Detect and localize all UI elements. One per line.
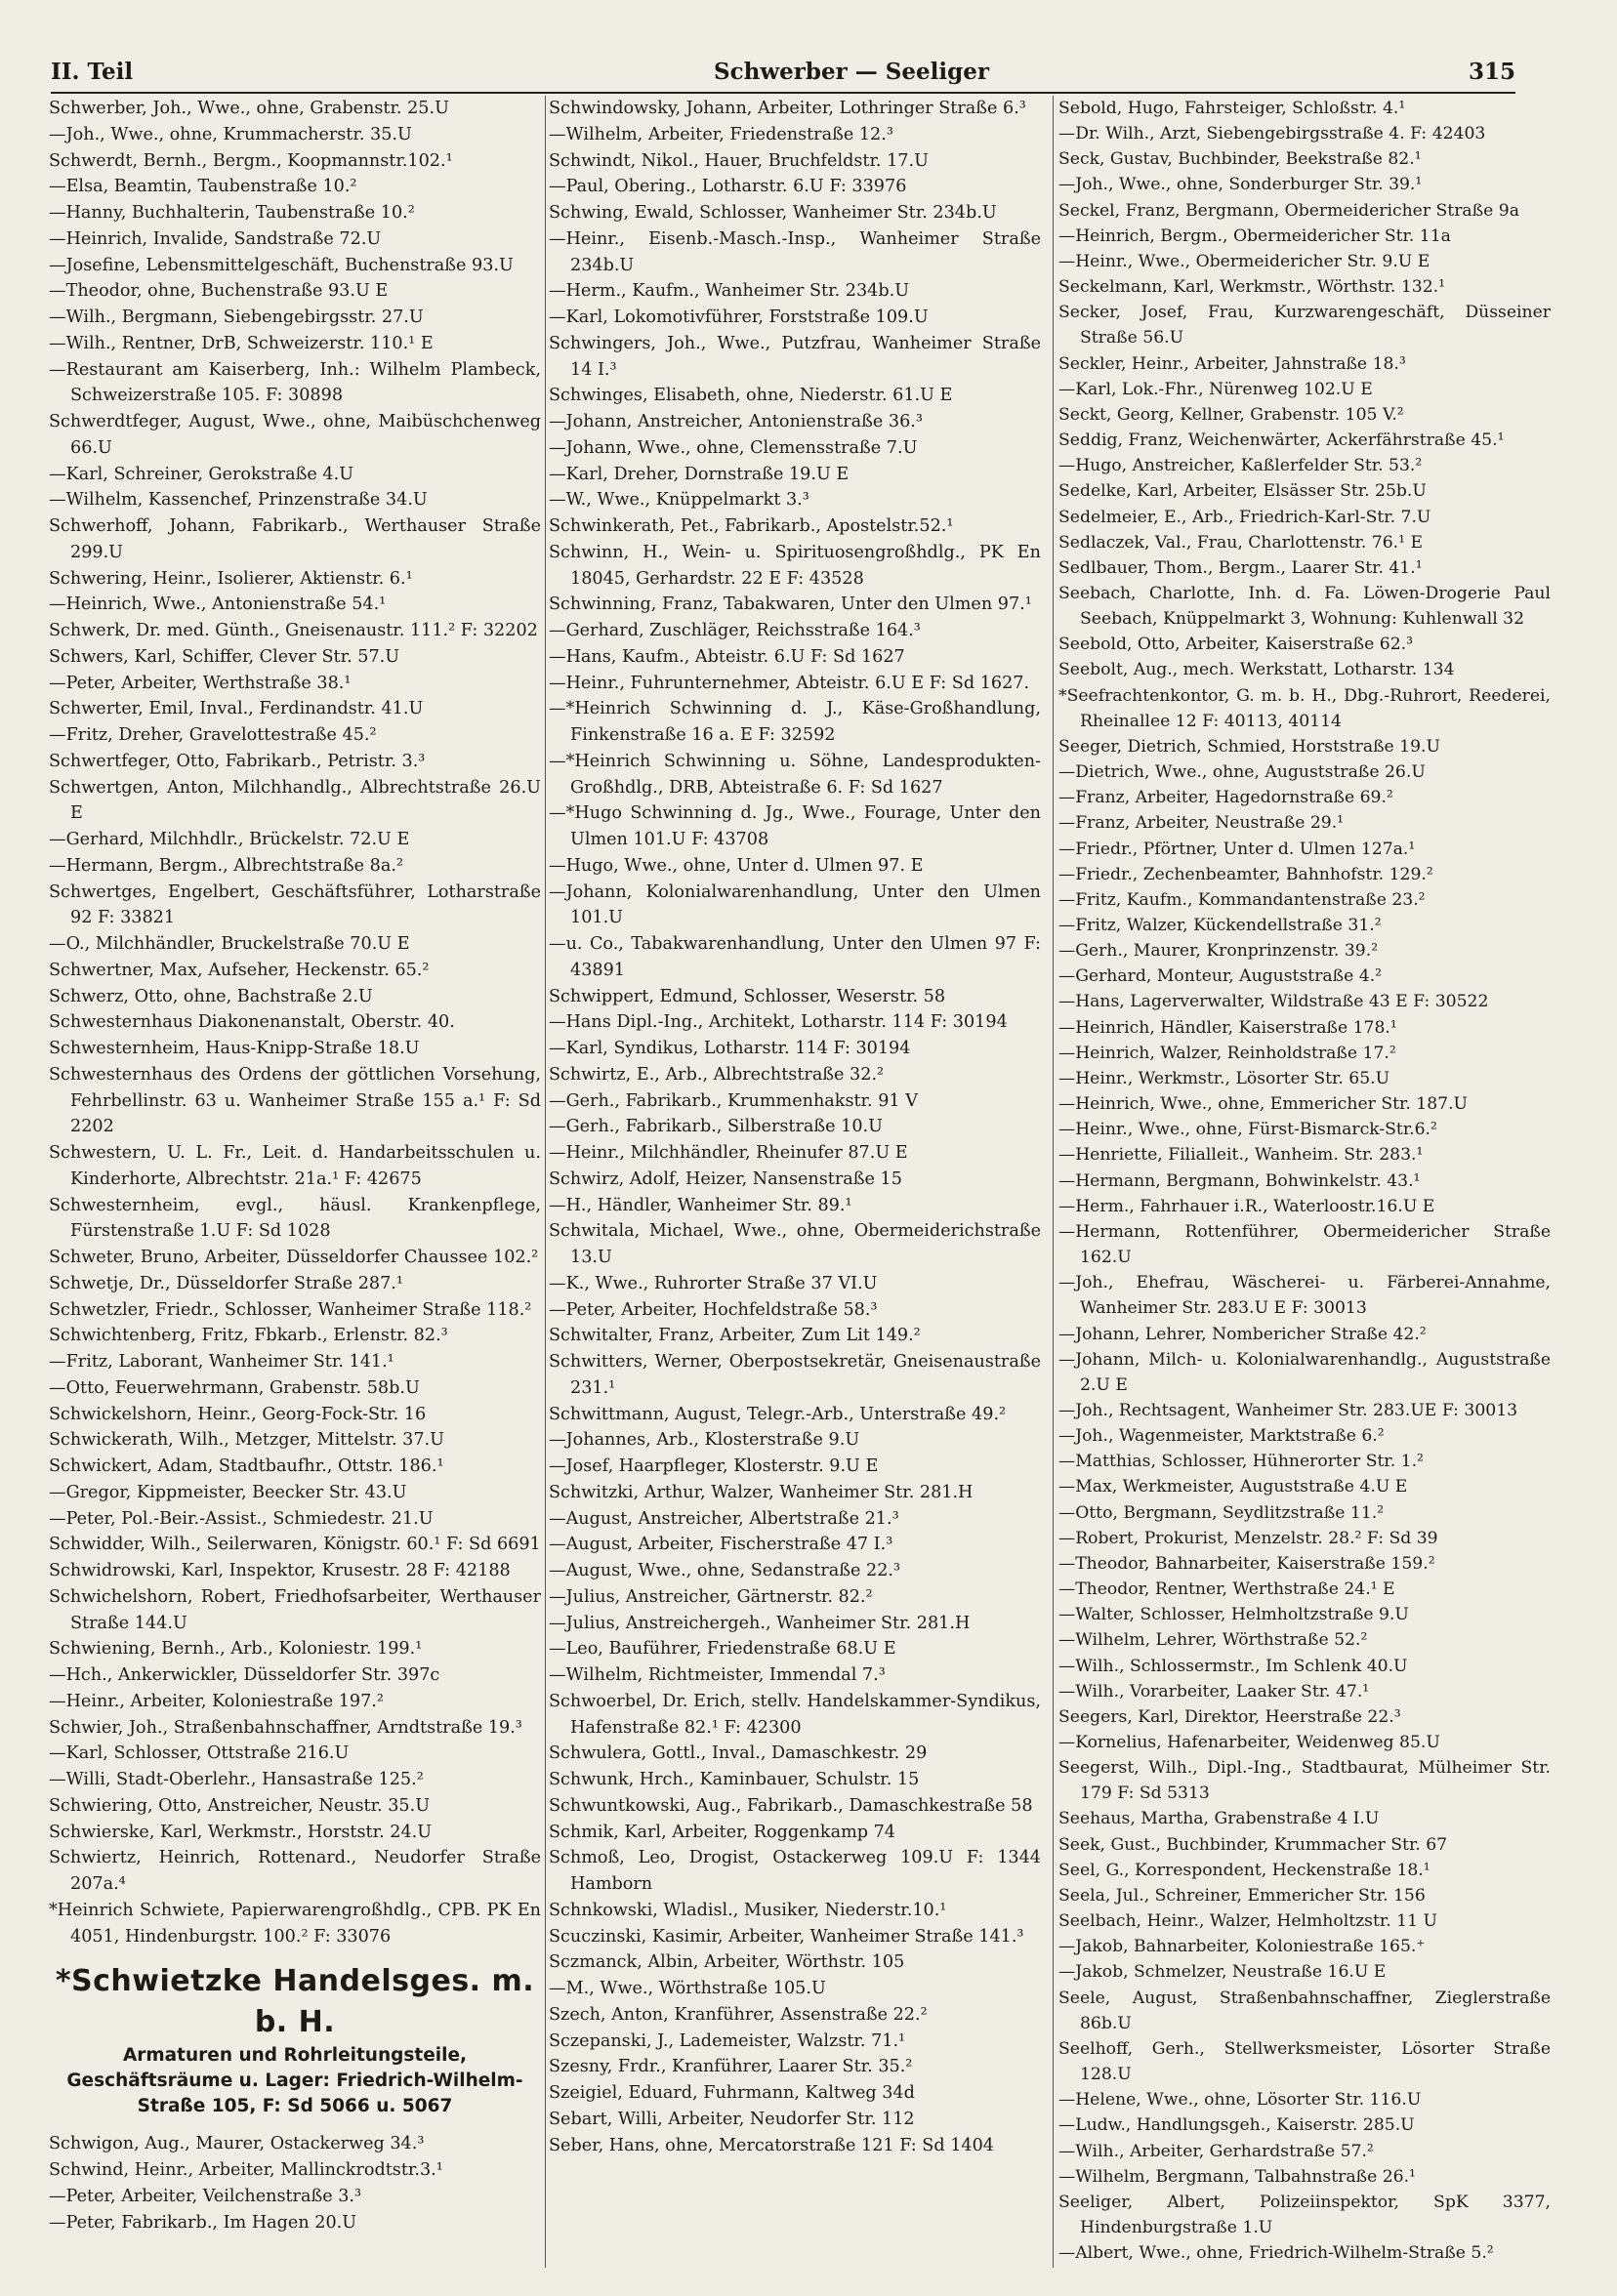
directory-entry: Seckt, Georg, Kellner, Grabenstr. 105 V.² — [1058, 404, 1404, 425]
directory-entry: —Fritz, Kaufm., Kommandantenstraße 23.² — [1058, 889, 1426, 910]
directory-entry: —Max, Werkmeister, Auguststraße 4.U E — [1058, 1477, 1408, 1497]
directory-entry: Schwetje, Dr., Düsseldorfer Straße 287.¹ — [49, 1273, 403, 1293]
directory-entry: Schwiering, Otto, Anstreicher, Neustr. 35.U — [49, 1795, 431, 1816]
directory-entry: Schwinn, H., Wein- u. Spirituosengroßhdlg., PK En 18045, Gerhardstr. 22 E F: 43528 — [549, 542, 1041, 589]
directory-entry: —Restaurant am Kaiserberg, Inh.: Wilhelm Plambeck, Schweizerstraße 105. F: 30898 — [49, 359, 541, 406]
directory-entry: Schwering, Heinr., Isolierer, Aktienstr. 6.¹ — [49, 568, 413, 589]
directory-entry: Seck, Gustav, Buchbinder, Beekstraße 82.¹ — [1058, 149, 1422, 170]
directory-entry: Schwerhoff, Johann, Fabrikarb., Werthauser Straße 299.U — [49, 516, 541, 562]
directory-entry: —Wilhelm, Bergmann, Talbahnstraße 26.¹ — [1058, 2166, 1416, 2187]
directory-entry: —Gerhard, Milchhdlr., Brückelstr. 72.U E — [49, 830, 410, 849]
directory-entry: Schnkowski, Wladisl., Musiker, Niederstr.10.¹ — [549, 1900, 947, 1920]
directory-entry: —*Hugo Schwinning d. Jg., Wwe., Fourage, Unter den Ulmen 101.U F: 43708 — [549, 803, 1041, 849]
running-range: Schwerber — Seeliger — [714, 59, 989, 85]
directory-entry: —Hermann, Bergm., Albrechtstraße 8a.² — [49, 855, 404, 876]
directory-entry: —H., Händler, Wanheimer Str. 89.¹ — [549, 1195, 852, 1215]
directory-entry: Seebolt, Aug., mech. Werkstatt, Lotharstr. 134 — [1058, 660, 1455, 680]
directory-entry: Schwidder, Wilh., Seilerwaren, Königstr. 60.¹ F: Sd 6691 — [49, 1535, 541, 1555]
directory-entry: Seelbach, Heinr., Walzer, Helmholtzstr. 11 U — [1058, 1911, 1437, 1932]
directory-entry: Schwidrowski, Karl, Inspektor, Krusestr. 28 F: 42188 — [49, 1561, 511, 1580]
directory-entry: —Heinr., Wwe., ohne, Fürst-Bismarck-Str.6.² — [1058, 1120, 1437, 1140]
directory-entry: Schwinning, Franz, Tabakwaren, Unter den Ulmen 97.¹ — [549, 594, 1032, 615]
directory-entry: —*Heinrich Schwinning d. J., Käse-Großhandlung, Finkenstraße 16 a. E F: 32592 — [549, 699, 1041, 745]
directory-entry: —Jakob, Schmelzer, Neustraße 16.U E — [1058, 1962, 1387, 1983]
directory-entry: Schwerdt, Bernh., Bergm., Koopmannstr.102.¹ — [49, 150, 453, 171]
directory-entry: Schwesternheim, Haus-Knipp-Straße 18.U — [49, 1039, 420, 1058]
directory-entry: Schwitzki, Arthur, Walzer, Wanheimer Str. 281.H — [549, 1482, 974, 1502]
directory-entry: Seeliger, Albert, Polizeiinspektor, SpK 3377, Hindenburgstraße 1.U — [1058, 2192, 1551, 2237]
directory-entry: —Josef, Haarpfleger, Klosterstr. 9.U E — [549, 1456, 879, 1476]
directory-entry: Szech, Anton, Kranführer, Assenstraße 22.² — [549, 2004, 928, 2025]
directory-entry: Schmik, Karl, Arbeiter, Roggenkamp 74 — [549, 1822, 895, 1842]
directory-entry: Seelhoff, Gerh., Stellwerksmeister, Lösorter Straße 128.U — [1058, 2038, 1551, 2085]
directory-entry: —Gerh., Fabrikarb., Krummenhakstr. 91 V — [549, 1090, 918, 1111]
directory-entry: Schwirtz, E., Arb., Albrechtstraße 32.² — [549, 1064, 885, 1085]
directory-entry: Schwinkerath, Pet., Fabrikarb., Apostelstr.52.¹ — [549, 516, 954, 536]
directory-entry: —Otto, Bergmann, Seydlitzstraße 11.² — [1058, 1502, 1385, 1523]
header-rule — [51, 92, 1515, 94]
directory-entry: —W., Wwe., Knüppelmarkt 3.³ — [549, 490, 809, 511]
column-divider — [1053, 96, 1054, 2268]
directory-entry: Schwerk, Dr. med. Günth., Gneisenaustr. 111.² F: 32202 — [49, 621, 538, 640]
directory-entry: Sebart, Willi, Arbeiter, Neudorfer Str. 112 — [549, 2109, 915, 2129]
directory-entry: Seele, August, Straßenbahnschaffner, Zieglerstraße 86b.U — [1058, 1988, 1551, 2033]
directory-entry: —Heinrich, Invalide, Sandstraße 72.U — [49, 228, 382, 249]
directory-entry: —Herm., Fahrhauer i.R., Waterloostr.16.U E — [1058, 1196, 1435, 1216]
directory-entry: Schwindt, Nikol., Hauer, Bruchfeldstr. 17.U — [549, 150, 929, 171]
directory-entry: Schwier, Joh., Straßenbahnschaffner, Arndtstraße 19.³ — [49, 1717, 522, 1738]
directory-entry: —Hans, Kaufm., Abteistr. 6.U F: Sd 1627 — [549, 646, 905, 667]
directory-entry: —Heinr., Milchhändler, Rheinufer 87.U E — [549, 1143, 908, 1163]
directory-entry: Schwiertz, Heinrich, Rottenard., Neudorfer Straße 207a.⁴ — [49, 1848, 541, 1894]
directory-entry: —Henriette, Filialleit., Wanheim. Str. 283.¹ — [1058, 1145, 1424, 1166]
directory-entry: —Ludw., Handlungsgeh., Kaiserstr. 285.U — [1058, 2115, 1415, 2136]
directory-entry: —O., Milchhändler, Bruckelstraße 70.U E — [49, 934, 410, 954]
directory-entry: Seehaus, Martha, Grabenstraße 4 I.U — [1058, 1809, 1380, 1829]
directory-entry: —Heinrich, Händler, Kaiserstraße 178.¹ — [1058, 1017, 1397, 1038]
directory-entry: Seegers, Karl, Direktor, Heerstraße 22.³ — [1058, 1706, 1401, 1727]
directory-entry: —Hermann, Bergmann, Bohwinkelstr. 43.¹ — [1058, 1170, 1421, 1191]
directory-entry: —Wilhelm, Lehrer, Wörthstraße 52.² — [1058, 1630, 1368, 1651]
directory-entry: Schwichtenberg, Fritz, Fbkarb., Erlenstr. 82.³ — [49, 1326, 448, 1346]
directory-entry: —Joh., Wwe., ohne, Sonderburger Str. 39.¹ — [1058, 175, 1423, 195]
ad-title: *Schwietzke Handelsges. m. b. H. — [55, 1964, 535, 2040]
directory-entry: —Joh., Rechtsagent, Wanheimer Str. 283.UE F: 30013 — [1058, 1400, 1518, 1420]
directory-entry: —Helene, Wwe., ohne, Lösorter Str. 116.U — [1058, 2090, 1422, 2111]
directory-entry: —Peter, Fabrikarb., Im Hagen 20.U — [49, 2212, 357, 2233]
directory-entry: Seckel, Franz, Bergmann, Obermeidericher Straße 9a — [1058, 200, 1519, 221]
directory-entry: *Heinrich Schwiete, Papierwarengroßhdlg., CPB. PK En 4051, Hindenburgstr. 100.² F: 33076 — [49, 1900, 541, 1947]
directory-entry: Schwiening, Bernh., Arb., Koloniestr. 199.¹ — [49, 1639, 423, 1660]
directory-entry: Schwickert, Adam, Stadtbaufhr., Ottstr. 186.¹ — [49, 1456, 444, 1476]
directory-entry: —Dietrich, Wwe., ohne, Auguststraße 26.U — [1058, 762, 1426, 783]
directory-entry: Schwingers, Joh., Wwe., Putzfrau, Wanheimer Straße 14 I.³ — [549, 333, 1041, 380]
directory-entry: Seegerst, Wilh., Dipl.-Ing., Stadtbaurat, Mülheimer Str. 179 F: Sd 5313 — [1058, 1758, 1551, 1804]
directory-entry: Sedelke, Karl, Arbeiter, Elsässer Str. 25b.U — [1058, 481, 1427, 502]
directory-entry: Schwertner, Max, Aufseher, Heckenstr. 65.² — [49, 960, 430, 980]
directory-entry: —Kornelius, Hafenarbeiter, Weidenweg 85.U — [1058, 1733, 1440, 1752]
directory-entry: Schwindowsky, Johann, Arbeiter, Lothringer Straße 6.³ — [549, 99, 1026, 118]
directory-entry: —Julius, Anstreicher, Gärtnerstr. 82.² — [549, 1586, 873, 1607]
directory-entry: —Hch., Ankerwickler, Düsseldorfer Str. 397c — [49, 1665, 440, 1685]
directory-entry: —Heinr., Eisenb.-Masch.-Insp., Wanheimer Straße 234b.U — [549, 228, 1041, 275]
directory-entry: Schwertgen, Anton, Milchhandlg., Albrechtstraße 26.U E — [49, 777, 541, 824]
directory-entry: Schwoerbel, Dr. Erich, stellv. Handelskammer-Syndikus, Hafenstraße 82.¹ F: 42300 — [549, 1691, 1041, 1738]
directory-entry: Schmoß, Leo, Drogist, Ostackerweg 109.U F: 1344 Hamborn — [549, 1848, 1041, 1894]
directory-entry: —Wilh., Vorarbeiter, Laaker Str. 47.¹ — [1058, 1681, 1370, 1702]
directory-entry: Seebold, Otto, Arbeiter, Kaiserstraße 62.³ — [1058, 635, 1414, 655]
directory-entry: Scuczinski, Kasimir, Arbeiter, Wanheimer Straße 141.³ — [549, 1926, 1024, 1947]
directory-entry: Szesny, Frdr., Kranführer, Laarer Str. 35.² — [549, 2057, 913, 2077]
directory-entry: Schwirz, Adolf, Heizer, Nansenstraße 15 — [549, 1168, 902, 1189]
directory-entry: Schwerdtfeger, August, Wwe., ohne, Maibüschchenweg 66.U — [49, 412, 541, 458]
directory-entry: Schwerz, Otto, ohne, Bachstraße 2.U — [49, 986, 373, 1006]
directory-entry: —Wilhelm, Arbeiter, Friedenstraße 12.³ — [549, 124, 893, 144]
directory-entry: —Albert, Wwe., ohne, Friedrich-Wilhelm-Straße 5.² — [1058, 2243, 1494, 2264]
directory-entry: —Heinr., Arbeiter, Koloniestraße 197.² — [49, 1691, 384, 1711]
directory-entry: —Franz, Arbeiter, Hagedornstraße 69.² — [1058, 788, 1393, 808]
directory-entry: Schwuntkowski, Aug., Fabrikarb., Damaschkestraße 58 — [549, 1795, 1033, 1816]
column-2 — [549, 96, 1041, 2275]
directory-entry: —Karl, Lokomotivführer, Forststraße 109.U — [549, 308, 929, 327]
directory-entry: —Heinrich, Wwe., Antonienstraße 54.¹ — [49, 594, 387, 615]
directory-entry: —August, Wwe., ohne, Sedanstraße 22.³ — [549, 1561, 901, 1580]
directory-entry: —Wilh., Rentner, DrB, Schweizerstr. 110.¹ E — [49, 333, 434, 353]
directory-entry: —Heinrich, Wwe., ohne, Emmericher Str. 187.U — [1058, 1094, 1469, 1115]
directory-entry: —Wilh., Bergmann, Siebengebirgsstr. 27.U — [49, 308, 424, 327]
directory-entry: —Hugo, Wwe., ohne, Unter d. Ulmen 97. E — [549, 855, 924, 876]
directory-entry: —Paul, Obering., Lotharstr. 6.U F: 33976 — [549, 177, 907, 197]
directory-entry: *Seefrachtenkontor, G. m. b. H., Dbg.-Ruhrort, Reederei, Rheinallee 12 F: 40113, 40114 — [1058, 685, 1551, 731]
directory-entry: —Matthias, Schlosser, Hühnerorter Str. 1.² — [1058, 1452, 1424, 1472]
directory-entry: Schwinges, Elisabeth, ohne, Niederstr. 61.U E — [549, 386, 953, 406]
directory-entry: Seckler, Heinr., Arbeiter, Jahnstraße 18.³ — [1058, 353, 1406, 374]
directory-entry: —Heinrich, Walzer, Reinholdstraße 17.² — [1058, 1043, 1396, 1063]
directory-entry: Schwestern, U. L. Fr., Leit. d. Handarbeitsschulen u. Kinderhorte, Albrechtstr. 21a.¹ F: 42675 — [49, 1143, 541, 1189]
directory-entry: Sczmanck, Albin, Arbeiter, Wörthstr. 105 — [549, 1952, 905, 1973]
directory-entry: Schwunk, Hrch., Kaminbauer, Schulstr. 15 — [549, 1770, 920, 1789]
directory-entry: —Gerhard, Zuschläger, Reichsstraße 164.³ — [549, 621, 921, 640]
directory-entry: —Gerh., Maurer, Kronprinzenstr. 39.² — [1058, 941, 1379, 962]
directory-entry: Sedlbauer, Thom., Bergm., Laarer Str. 41.¹ — [1058, 557, 1423, 578]
directory-entry: —Fritz, Dreher, Gravelottestraße 45.² — [49, 725, 377, 745]
directory-entry: —Heinr., Werkmstr., Lösorter Str. 65.U — [1058, 1068, 1390, 1088]
column-3 — [1058, 96, 1551, 2275]
directory-entry: —Karl, Dreher, Dornstraße 19.U E — [549, 464, 850, 484]
directory-entry: —Karl, Schreiner, Gerokstraße 4.U — [49, 464, 354, 484]
directory-entry: Schwesternhaus Diakonenanstalt, Oberstr. 40. — [49, 1012, 455, 1033]
directory-entry: —Heinr., Wwe., Obermeidericher Str. 9.U E — [1058, 251, 1430, 271]
directory-entry: —Peter, Arbeiter, Werthstraße 38.¹ — [49, 673, 352, 693]
directory-entry: Schwetzler, Friedr., Schlosser, Wanheimer Straße 118.² — [49, 1299, 532, 1320]
directory-entry: Schwertfeger, Otto, Fabrikarb., Petristr. 3.³ — [49, 751, 426, 771]
page-header — [51, 59, 1515, 92]
directory-entry: Schwing, Ewald, Schlosser, Wanheimer Str. 234b.U — [549, 203, 997, 223]
directory-entry: —Gregor, Kippmeister, Beecker Str. 43.U — [49, 1482, 407, 1502]
directory-entry: —Johann, Anstreicher, Antonienstraße 36.³ — [549, 412, 923, 431]
directory-entry: Seckelmann, Karl, Werkmstr., Wörthstr. 132.¹ — [1058, 277, 1445, 298]
directory-entry: Schwerber, Joh., Wwe., ohne, Grabenstr. 25.U — [49, 99, 449, 118]
directory-entry: Schwippert, Edmund, Schlosser, Weserstr. 58 — [549, 986, 946, 1006]
directory-entry: —Wilhelm, Richtmeister, Immendal 7.³ — [549, 1665, 886, 1685]
directory-entry: Schwitters, Werner, Oberpostsekretär, Gneisenaustraße 231.¹ — [549, 1352, 1041, 1398]
directory-entry: —Johann, Lehrer, Nombericher Straße 42.² — [1058, 1324, 1427, 1344]
directory-entry: —Wilh., Arbeiter, Gerhardstraße 57.² — [1058, 2141, 1374, 2161]
directory-entry: —*Heinrich Schwinning u. Söhne, Landesprodukten-Großhdlg., DRB, Abteistraße 6. F: Sd 1627 — [549, 751, 1041, 798]
directory-entry: Schwesternhaus des Ordens der göttlichen Vorsehung, Fehrbellinstr. 63 u. Wanheimer Straße 155 a.¹ F: Sd 2202 — [49, 1064, 541, 1137]
directory-entry: —Peter, Pol.-Beir.-Assist., Schmiedestr. 21.U — [49, 1508, 434, 1529]
directory-entry: —Joh., Wwe., ohne, Krummacherstr. 35.U — [49, 124, 412, 144]
advertisement — [49, 1961, 541, 2119]
directory-entry: —Otto, Feuerwehrmann, Grabenstr. 58b.U — [49, 1377, 420, 1398]
directory-entry: —Heinrich, Bergm., Obermeidericher Str. 11a — [1058, 226, 1451, 246]
directory-entry: —Johann, Wwe., ohne, Clemensstraße 7.U — [549, 437, 918, 458]
directory-entry: —Fritz, Laborant, Wanheimer Str. 141.¹ — [49, 1352, 394, 1372]
page-number: 315 — [1468, 59, 1515, 85]
directory-entry: —Karl, Syndikus, Lotharstr. 114 F: 30194 — [549, 1039, 911, 1058]
directory-entry: —Karl, Lok.-Fhr., Nürenweg 102.U E — [1058, 379, 1373, 399]
directory-entry: —Wilh., Schlossermstr., Im Schlenk 40.U — [1058, 1656, 1408, 1676]
directory-entry: Seeger, Dietrich, Schmied, Horststraße 19.U — [1058, 736, 1441, 757]
directory-entry: Schwesternheim, evgl., häusl. Krankenpflege, Fürstenstraße 1.U F: Sd 1028 — [49, 1195, 541, 1242]
directory-entry: Schwerter, Emil, Inval., Ferdinandstr. 41.U — [49, 699, 424, 719]
column-divider — [545, 96, 546, 2268]
directory-entry: Schwertges, Engelbert, Geschäftsführer, Lotharstraße 92 F: 33821 — [49, 882, 541, 928]
directory-entry: —Gerh., Fabrikarb., Silberstraße 10.U — [549, 1117, 883, 1137]
directory-entry: Sedlaczek, Val., Frau, Charlottenstr. 76.¹ E — [1058, 532, 1424, 553]
directory-entry: —Herm., Kaufm., Wanheimer Str. 234b.U — [549, 281, 910, 302]
directory-entry: Schwickelshorn, Heinr., Georg-Fock-Str. 16 — [49, 1404, 427, 1424]
directory-entry: Schwind, Heinr., Arbeiter, Mallinckrodtstr.3.¹ — [49, 2160, 443, 2180]
directory-entry: —Karl, Schlosser, Ottstraße 216.U — [49, 1743, 350, 1764]
directory-entry: Secker, Josef, Frau, Kurzwarengeschäft, Düsseiner Straße 56.U — [1058, 303, 1551, 348]
directory-entry: —August, Arbeiter, Fischerstraße 47 I.³ — [549, 1535, 893, 1555]
directory-entry: —u. Co., Tabakwarenhandlung, Unter den Ulmen 97 F: 43891 — [549, 934, 1041, 980]
directory-entry: Sedelmeier, E., Arb., Friedrich-Karl-Str. 7.U — [1058, 507, 1431, 527]
directory-entry: —Friedr., Zechenbeamter, Bahnhofstr. 129.² — [1058, 864, 1433, 884]
directory-entry: —Gerhard, Monteur, Auguststraße 4.² — [1058, 966, 1383, 987]
directory-entry: —Hans Dipl.-Ing., Architekt, Lotharstr. 114 F: 30194 — [549, 1012, 1008, 1033]
directory-entry: —Joh., Ehefrau, Wäscherei- u. Färberei-Annahme, Wanheimer Str. 283.U E F: 30013 — [1058, 1273, 1551, 1319]
directory-entry: —Hanny, Buchhalterin, Taubenstraße 10.² — [49, 203, 415, 223]
directory-entry: Schwittmann, August, Telegr.-Arb., Unterstraße 49.² — [549, 1404, 1007, 1424]
directory-entry: —K., Wwe., Ruhrorter Straße 37 VI.U — [549, 1273, 878, 1293]
column-1 — [49, 96, 541, 2275]
directory-entry: —M., Wwe., Wörthstraße 105.U — [549, 1979, 826, 1998]
directory-entry: —Franz, Arbeiter, Neustraße 29.¹ — [1058, 813, 1345, 834]
directory-entry: —Walter, Schlosser, Helmholtzstraße 9.U — [1058, 1605, 1409, 1625]
directory-entry: Schwichelshorn, Robert, Friedhofsarbeiter, Werthauser Straße 144.U — [49, 1586, 541, 1633]
directory-entry: —Hermann, Rottenführer, Obermeidericher Straße 162.U — [1058, 1221, 1551, 1268]
directory-entry: —Johann, Milch- u. Kolonialwarenhandlg., Auguststraße 2.U E — [1058, 1349, 1551, 1395]
directory-entry: Seber, Hans, ohne, Mercatorstraße 121 F: Sd 1404 — [549, 2135, 994, 2155]
directory-entry: —Elsa, Beamtin, Taubenstraße 10.² — [49, 177, 357, 197]
directory-entry: —Theodor, Rentner, Werthstraße 24.¹ E — [1058, 1579, 1395, 1600]
directory-entry: —Dr. Wilh., Arzt, Siebengebirgsstraße 4. F: 42403 — [1058, 124, 1486, 144]
directory-entry: —Theodor, ohne, Buchenstraße 93.U E — [49, 281, 389, 302]
directory-entry: —Josefine, Lebensmittelgeschäft, Buchenstraße 93.U — [49, 255, 514, 275]
directory-entry: —Heinr., Fuhrunternehmer, Abteistr. 6.U E F: Sd 1627. — [549, 673, 1030, 693]
directory-entry: Seddig, Franz, Weichenwärter, Ackerfährstraße 45.¹ — [1058, 430, 1505, 451]
directory-entry: —Wilhelm, Kassenchef, Prinzenstraße 34.U — [49, 490, 428, 511]
directory-entry: —Joh., Wagenmeister, Marktstraße 6.² — [1058, 1426, 1385, 1447]
ad-text: Armaturen und Rohrleitungsteile, Geschäftsräume u. Lager: Friedrich-Wilhelm-Straße 105, F: Sd 5066 u. 5067 — [66, 2045, 523, 2117]
directory-entry: —Hans, Lagerverwalter, Wildstraße 43 E F: 30522 — [1058, 992, 1489, 1012]
directory-entry: —Julius, Anstreichergeh., Wanheimer Str. 281.H — [549, 1613, 971, 1633]
directory-entry: Schwierske, Karl, Werkmstr., Horststr. 24.U — [49, 1822, 433, 1842]
directory-entry: —Peter, Arbeiter, Veilchenstraße 3.³ — [49, 2186, 362, 2206]
directory-entry: Schwitalter, Franz, Arbeiter, Zum Lit 149.² — [549, 1326, 921, 1346]
directory-entry: —Willi, Stadt-Oberlehr., Hansastraße 125.² — [49, 1770, 424, 1789]
directory-entry: Seel, G., Korrespondent, Heckenstraße 18.¹ — [1058, 1860, 1430, 1880]
directory-entry: Schweter, Bruno, Arbeiter, Düsseldorfer Chaussee 102.² — [49, 1248, 539, 1267]
directory-entry: —Friedr., Pförtner, Unter d. Ulmen 127a.¹ — [1058, 839, 1416, 859]
directory-entry: Schwigon, Aug., Maurer, Ostackerweg 34.³ — [49, 2134, 425, 2154]
directory-entry: —Jakob, Bahnarbeiter, Koloniestraße 165.⁺ — [1058, 1937, 1426, 1957]
directory-entry: —Fritz, Walzer, Kückendellstraße 31.² — [1058, 916, 1382, 935]
directory-entry: Seebach, Charlotte, Inh. d. Fa. Löwen-Drogerie Paul Seebach, Knüppelmarkt 3, Wohnung: Kuhlenwall 32 — [1058, 583, 1551, 630]
directory-entry: Schwers, Karl, Schiffer, Clever Str. 57.U — [49, 646, 400, 667]
directory-entry: —Johannes, Arb., Klosterstraße 9.U — [549, 1430, 860, 1451]
directory-entry: Schwickerath, Wilh., Metzger, Mittelstr. 37.U — [49, 1430, 444, 1451]
directory-entry: —Johann, Kolonialwarenhandlung, Unter den Ulmen 101.U — [549, 882, 1041, 928]
directory-entry: —Robert, Prokurist, Menzelstr. 28.² F: Sd 39 — [1058, 1528, 1438, 1548]
directory-entry: —Leo, Bauführer, Friedenstraße 68.U E — [549, 1639, 896, 1660]
directory-entry: Sczepanski, J., Lademeister, Walzstr. 71.¹ — [549, 2030, 906, 2051]
directory-entry: Szeigiel, Eduard, Fuhrmann, Kaltweg 34d — [549, 2083, 915, 2103]
directory-entry: Seek, Gust., Buchbinder, Krummacher Str. 67 — [1058, 1834, 1448, 1855]
directory-entry: —Hugo, Anstreicher, Kaßlerfelder Str. 53.² — [1058, 456, 1423, 476]
directory-entry: —Theodor, Bahnarbeiter, Kaiserstraße 159.² — [1058, 1553, 1435, 1574]
directory-entry: Sebold, Hugo, Fahrsteiger, Schloßstr. 4.¹ — [1058, 99, 1406, 118]
directory-entry: —Peter, Arbeiter, Hochfeldstraße 58.³ — [549, 1299, 878, 1320]
directory-entry: —August, Anstreicher, Albertstraße 21.³ — [549, 1508, 899, 1529]
directory-entry: Schwulera, Gottl., Inval., Damaschkestr. 29 — [549, 1743, 928, 1764]
directory-entry: Schwitala, Michael, Wwe., ohne, Obermeiderichstraße 13.U — [549, 1221, 1041, 1267]
directory-entry: Seela, Jul., Schreiner, Emmericher Str. 156 — [1058, 1885, 1426, 1906]
part-label: II. Teil — [51, 59, 134, 85]
